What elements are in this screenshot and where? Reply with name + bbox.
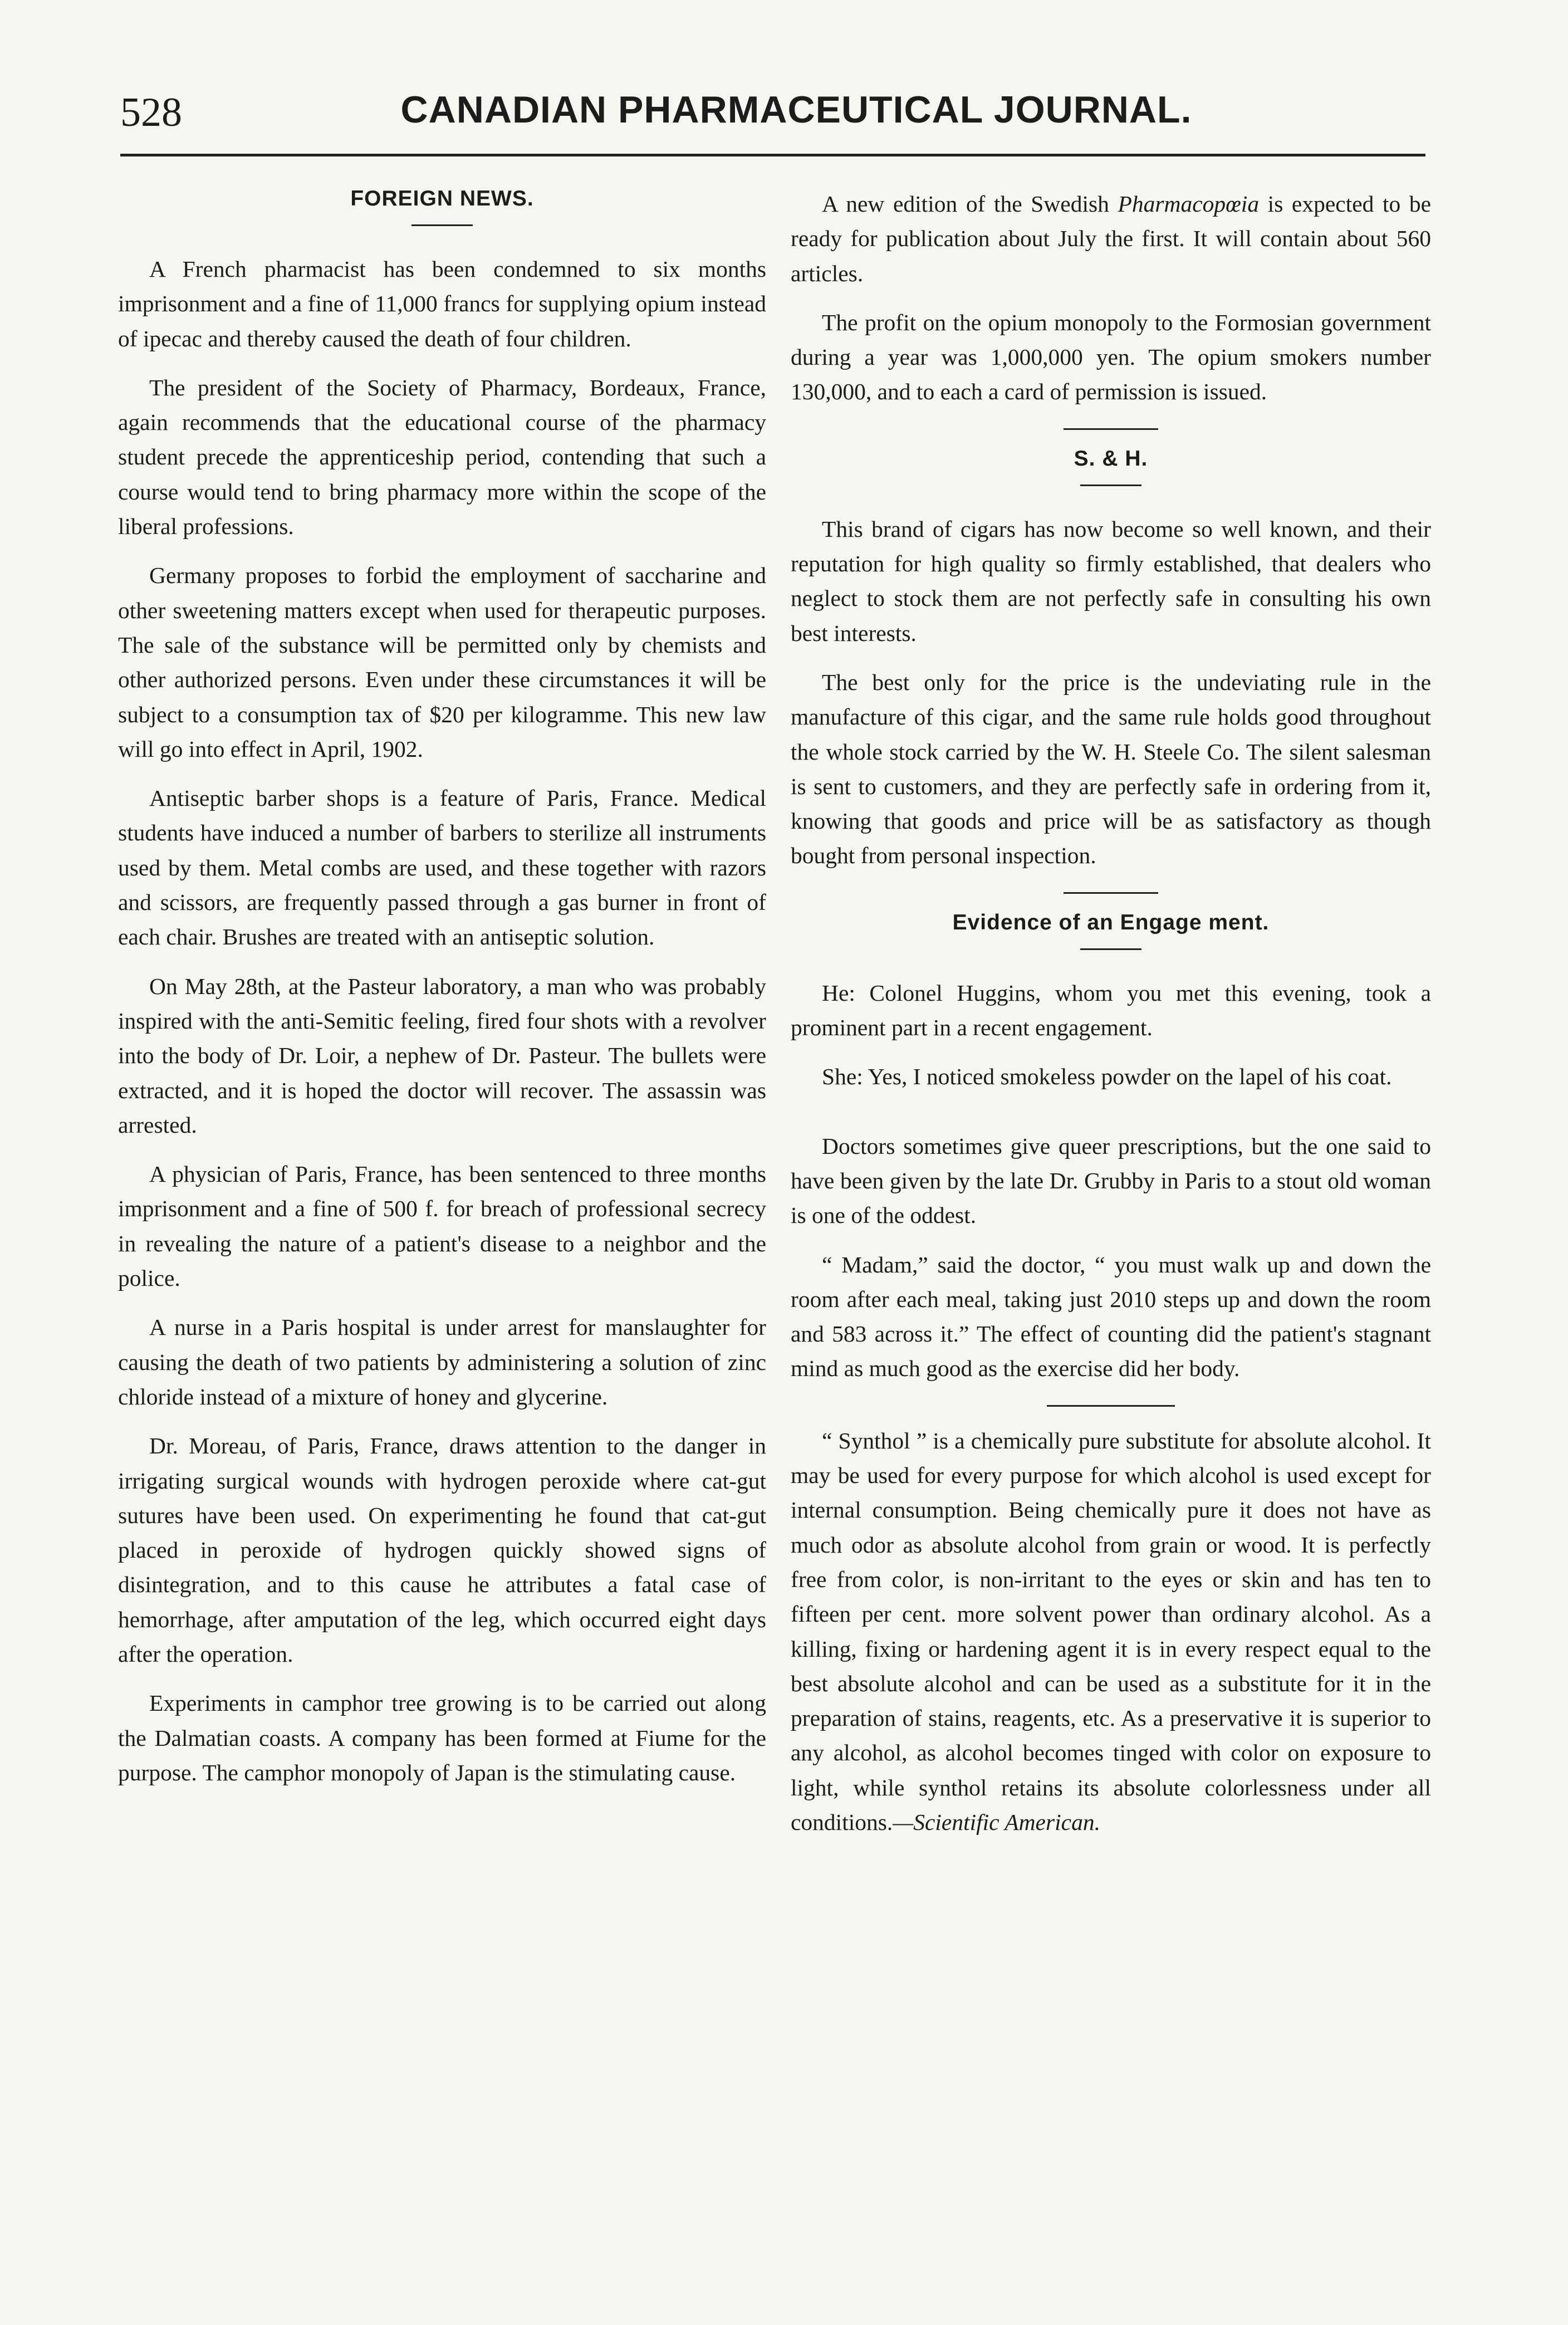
source-credit: —Scientific American. — [893, 1809, 1100, 1835]
page-number: 528 — [120, 90, 182, 135]
section-rule — [1080, 948, 1141, 950]
news-item: Dr. Moreau, of Paris, France, draws attention to the danger in irrigating surgical wounds with hydrogen peroxide where cat-gut sutures have been used. On experimenting he found that cat-gut placed in peroxide of hydrogen quickly showed signs of disintegration, and to this cause he attributes a fatal case of hemorrhage, after amputation of the leg, which occurred eight days after the operation. — [118, 1433, 766, 1667]
section-title-foreign-news: FOREIGN NEWS. — [350, 187, 534, 211]
dialogue-line: He: Colonel Huggins, whom you met this evening, took a prominent part in a recent engagement. — [791, 980, 1431, 1041]
sh-paragraph: The best only for the price is the undeviating rule in the manufacture of this cigar, and the same rule holds good throughout the whole stock carried by the W. H. Steele Co. The silent salesman is sent to customers, and they are perfectly safe in ordering from it, knowing that goods and price will be as satisfactory as though bought from personal inspection. — [791, 669, 1431, 869]
left-column — [118, 187, 766, 1804]
section-rule — [1080, 484, 1141, 486]
news-item-opium-monopoly: The profit on the opium monopoly to the Formosian government during a year was 1,000,000 yen. The opium smokers number 130,000, and to each a card of permission is issued. — [791, 309, 1431, 405]
section-rule — [411, 224, 473, 226]
news-item-swedish-pharmacopoeia — [791, 187, 1431, 291]
section-title-sh: S. & H. — [1074, 446, 1148, 471]
news-item: The president of the Society of Pharmacy, Bordeaux, France, again recommends that the educational course of the pharmacy student precede the apprenticeship period, contending that such a course would tend to bring pharmacy more within the scope of the liberal professions. — [118, 374, 766, 540]
text-run: A new edition of the Swedish — [822, 191, 1118, 217]
separator-rule — [1064, 428, 1158, 430]
doctors-paragraph: Doctors sometimes give queer prescriptions, but the one said to have been given by the late Dr. Grubby in Paris to a stout old woman is one of the oddest. — [791, 1133, 1431, 1228]
spacer — [791, 1109, 1431, 1129]
news-item: A physician of Paris, France, has been sentenced to three months imprisonment and a fine of 500 f. for breach of professional secrecy in revealing the nature of a patient's disease to a neighbor and the police. — [118, 1161, 766, 1291]
dialogue-line: She: Yes, I noticed smokeless powder on the lapel of his coat. — [822, 1064, 1392, 1090]
news-item: A nurse in a Paris hospital is under arrest for manslaughter for causing the death of two patients by administering a solution of zinc chloride instead of a mixture of honey and glycerine. — [118, 1314, 766, 1409]
news-item: Experiments in camphor tree growing is to be carried out along the Dalmatian coasts. A company has been formed at Fiume for the purpose. The camphor monopoly of Japan is the stimulating cause. — [118, 1690, 766, 1785]
doctors-paragraph: “ Madam,” said the doctor, “ you must walk up and down the room after each meal, taking just 2010 steps up and down the room and 583 across it.” The effect of counting did the patient's stagnant mind as much good as the exercise did her body. — [791, 1251, 1431, 1382]
synthol-paragraph — [791, 1423, 1431, 1840]
news-item: Antiseptic barber shops is a feature of Paris, France. Medical students have induced a number of barbers to sterilize all instruments used by them. Metal combs are used, and these together with razors and scissors, are frequently passed through a gas burner in front of each chair. Brushes are treated with an antiseptic solution. — [118, 785, 766, 950]
text-run: is expected to be ready for publication about July the first. It will contain about 560 articles. — [791, 191, 1432, 286]
news-item: A French pharmacist has been condemned to six months imprisonment and a fine of 11,000 francs for supplying opium instead of ipecac and thereby caused the death of four children. — [118, 256, 766, 351]
header-rule — [120, 154, 1425, 156]
separator-rule — [1064, 892, 1158, 894]
right-column — [791, 187, 1431, 1854]
separator-rule — [1047, 1405, 1175, 1407]
news-item: On May 28th, at the Pasteur laboratory, a man who was probably inspired with the anti-Semitic feeling, fired four shots with a revolver into the body of Dr. Loir, a nephew of Dr. Pasteur. The bullets were extracted, and it is hoped the doctor will recover. The assassin was arrested. — [118, 973, 766, 1138]
section-title-engagement: Evidence of an Engage ment. — [952, 910, 1270, 934]
text-run: “ Synthol ” is a chemically pure substitute for absolute alcohol. It may be used for every purpose for which alcohol is used except for internal consumption. Being chemically pure it does not have as much odor as absolute alcohol from grain or wood. It is perfectly free from color, is non-irritant to the eyes or skin and has ten to fifteen per cent. more solvent power than ordinary alcohol. As a killing, fixing or hardening agent it is in every respect equal to the best absolute alcohol and can be used as a substitute for it in the preparation of stains, reagents, etc. As a preservative it is superior to any alcohol, as alcohol becomes tinged with color on exposure to light, while synthol retains its absolute colorlessness under all conditions. — [791, 1427, 1431, 1835]
running-head: CANADIAN PHARMACEUTICAL JOURNAL. — [400, 89, 1192, 131]
italic-title: Pharmacopœia — [1118, 191, 1260, 217]
news-item: Germany proposes to forbid the employment of saccharine and other sweetening matters except when used for therapeutic purposes. The sale of the substance will be permitted only by chemists and other authorized persons. Even under these circumstances it will be subject to a consumption tax of $20 per kilogramme. This new law will go into effect in April, 1902. — [118, 562, 766, 762]
sh-paragraph: This brand of cigars has now become so well known, and their reputation for high quality so firmly established, that dealers who neglect to stock them are not perfectly safe in consulting his own best interests. — [791, 516, 1431, 646]
